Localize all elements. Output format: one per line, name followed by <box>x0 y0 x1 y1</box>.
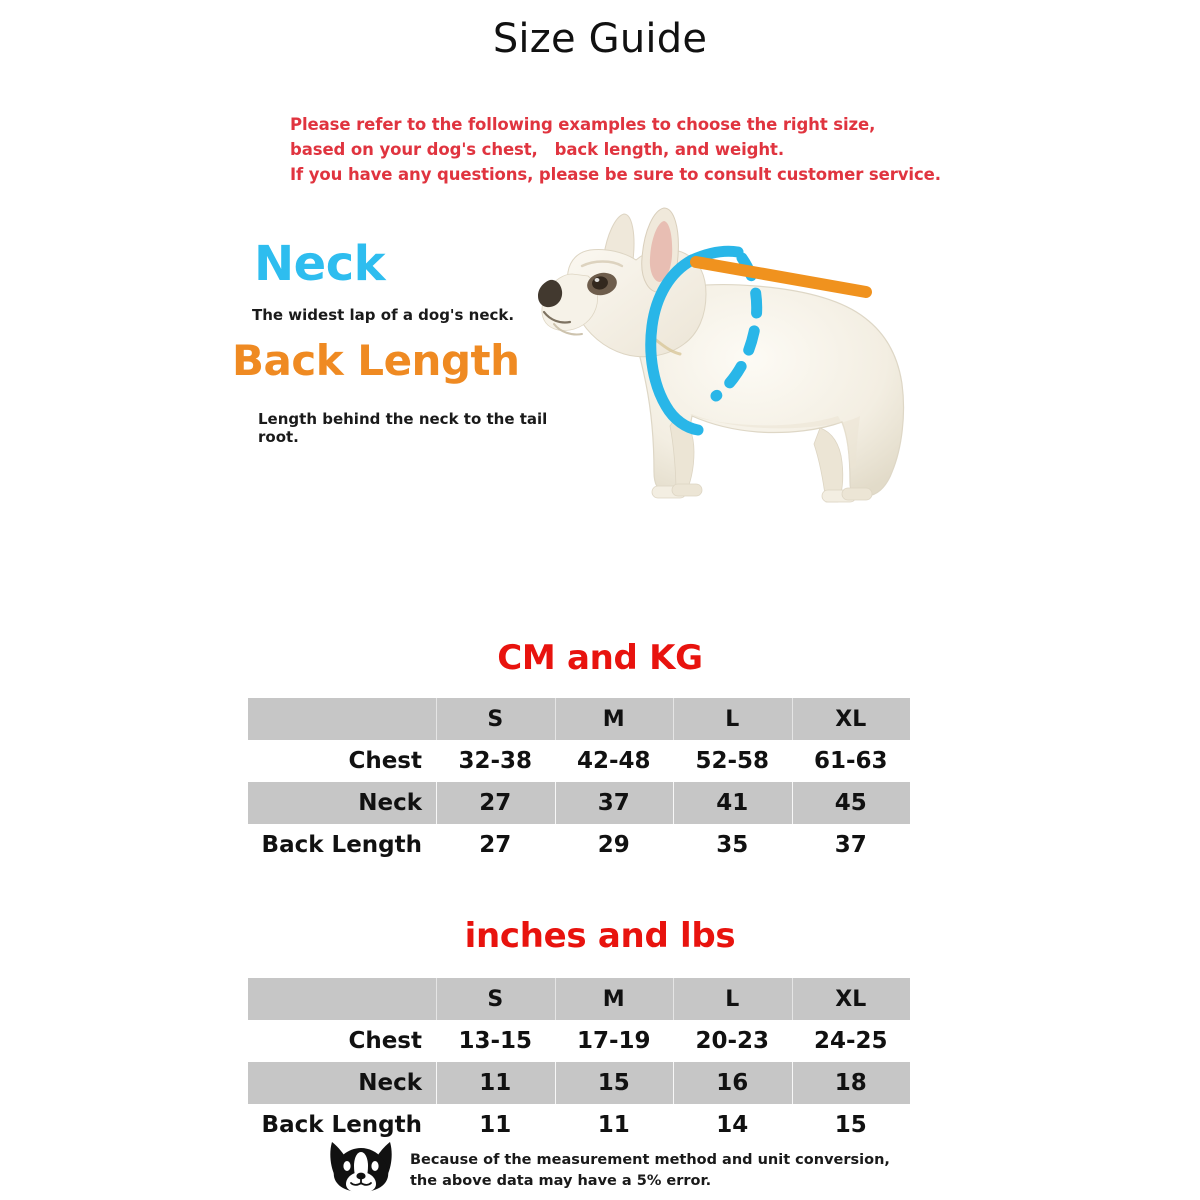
cell-back-length-l: 14 <box>673 1104 792 1146</box>
neck-legend-title: Neck <box>254 236 386 292</box>
table-row <box>248 740 910 782</box>
row-label-chest: Chest <box>348 748 422 774</box>
table-row <box>248 1062 910 1104</box>
cell-chest-l: 52-58 <box>673 740 792 782</box>
cell-neck-s: 11 <box>436 1062 555 1104</box>
cell-back-length-l: 35 <box>673 824 792 866</box>
cell-back-length-s: 27 <box>436 824 555 866</box>
footer-note-line-1: Because of the measurement method and unit conversion, <box>410 1152 890 1168</box>
cell-back-length-xl: 37 <box>792 824 911 866</box>
cell-neck-m: 37 <box>555 782 674 824</box>
imperial-size-table <box>248 978 910 1146</box>
table-corner-cell <box>248 978 436 1020</box>
cell-chest-xl: 61-63 <box>792 740 911 782</box>
footer-note-text <box>410 1138 890 1192</box>
column-header-xl: XL <box>792 698 911 740</box>
row-label-chest: Chest <box>348 1028 422 1054</box>
cell-chest-l: 20-23 <box>673 1020 792 1062</box>
column-header-xl: XL <box>792 978 911 1020</box>
column-header-s: S <box>436 978 555 1020</box>
metric-size-table <box>248 698 910 866</box>
back-length-legend-title: Back Length <box>232 336 520 385</box>
cell-back-length-m: 11 <box>555 1104 674 1146</box>
cell-chest-m: 42-48 <box>555 740 674 782</box>
metric-table-heading: CM and KG <box>497 638 703 678</box>
column-header-l: L <box>673 978 792 1020</box>
intro-line-1: Please refer to the following examples to choose the right size, <box>290 115 876 134</box>
intro-paragraph <box>290 112 970 187</box>
back-length-legend-description: Length behind the neck to the tail root. <box>258 410 548 446</box>
cell-neck-l: 41 <box>673 782 792 824</box>
cell-back-length-m: 29 <box>555 824 674 866</box>
cell-chest-s: 32-38 <box>436 740 555 782</box>
page-title: Size Guide <box>492 16 708 62</box>
cell-chest-m: 17-19 <box>555 1020 674 1062</box>
intro-line-3: If you have any questions, please be sure to consult customer service. <box>290 165 941 184</box>
table-corner-cell <box>248 698 436 740</box>
dog-measurement-illustration <box>520 200 950 560</box>
neck-legend-description: The widest lap of a dog's neck. <box>252 306 515 324</box>
cell-back-length-s: 11 <box>436 1104 555 1146</box>
cell-neck-xl: 18 <box>792 1062 911 1104</box>
cell-neck-l: 16 <box>673 1062 792 1104</box>
cell-back-length-xl: 15 <box>792 1104 911 1146</box>
cell-neck-xl: 45 <box>792 782 911 824</box>
table-row <box>248 782 910 824</box>
cell-neck-m: 15 <box>555 1062 674 1104</box>
column-header-s: S <box>436 698 555 740</box>
cell-chest-xl: 24-25 <box>792 1020 911 1062</box>
dog-face-icon <box>326 1138 396 1194</box>
table-row <box>248 1020 910 1062</box>
column-header-m: M <box>555 698 674 740</box>
intro-line-2: based on your dog's chest, back length, and weight. <box>290 140 784 159</box>
cell-neck-s: 27 <box>436 782 555 824</box>
table-row <box>248 824 910 866</box>
row-label-neck: Neck <box>358 790 422 816</box>
footer-note-line-2: the above data may have a 5% error. <box>410 1173 712 1189</box>
column-header-m: M <box>555 978 674 1020</box>
row-label-neck: Neck <box>358 1070 422 1096</box>
footer-disclaimer <box>326 1138 890 1194</box>
cell-chest-s: 13-15 <box>436 1020 555 1062</box>
row-label-back-length: Back Length <box>261 1112 422 1138</box>
imperial-table-heading: inches and lbs <box>464 916 736 956</box>
column-header-l: L <box>673 698 792 740</box>
table-header-row <box>248 698 910 740</box>
row-label-back-length: Back Length <box>261 832 422 858</box>
table-header-row <box>248 978 910 1020</box>
